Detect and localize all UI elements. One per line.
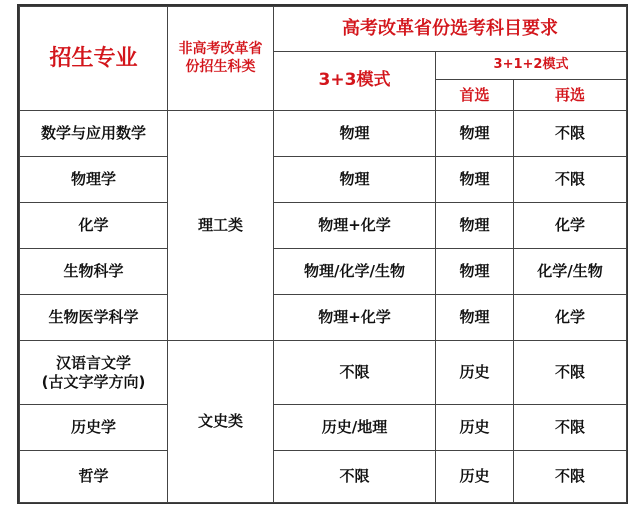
first-choice-subject: 物理 xyxy=(436,249,514,295)
model-3-3-requirement: 历史/地理 xyxy=(274,405,436,451)
table-row xyxy=(20,249,627,295)
header-non-reform-line1: 非高考改革省 xyxy=(178,41,263,57)
model-3-3-requirement: 物理+化学 xyxy=(274,295,436,341)
first-choice-subject: 历史 xyxy=(436,451,514,503)
header-first-choice: 首选 xyxy=(436,80,514,111)
major-name-line2: (古文字学方向) xyxy=(41,372,146,391)
major-name: 历史学 xyxy=(20,405,168,451)
header-major: 招生专业 xyxy=(20,7,168,111)
major-name: 数学与应用数学 xyxy=(20,111,168,157)
table-row xyxy=(20,341,627,405)
table-row xyxy=(20,295,627,341)
first-choice-subject: 物理 xyxy=(436,295,514,341)
first-choice-subject: 物理 xyxy=(436,203,514,249)
major-name xyxy=(20,341,168,405)
header-second-choice: 再选 xyxy=(514,80,627,111)
first-choice-subject: 物理 xyxy=(436,157,514,203)
major-name: 哲学 xyxy=(20,451,168,503)
header-non-reform-line2: 份招生科类 xyxy=(185,58,256,75)
model-3-3-requirement: 不限 xyxy=(274,341,436,405)
table-row xyxy=(20,451,627,503)
first-choice-subject: 历史 xyxy=(436,405,514,451)
header-model-3-3: 3+3模式 xyxy=(274,52,436,111)
header-model-3-1-2: 3+1+2模式 xyxy=(436,52,627,80)
second-choice-subject: 化学/生物 xyxy=(514,249,627,295)
category-science-engineering: 理工类 xyxy=(168,111,274,341)
first-choice-subject: 物理 xyxy=(436,111,514,157)
model-3-3-requirement: 物理+化学 xyxy=(274,203,436,249)
major-name: 物理学 xyxy=(20,157,168,203)
table-row xyxy=(20,111,627,157)
model-3-3-requirement: 物理 xyxy=(274,111,436,157)
second-choice-subject: 不限 xyxy=(514,111,627,157)
first-choice-subject: 历史 xyxy=(436,341,514,405)
second-choice-subject: 不限 xyxy=(514,405,627,451)
header-reform-title: 高考改革省份选考科目要求 xyxy=(274,7,627,52)
major-name: 生物科学 xyxy=(20,249,168,295)
table-row xyxy=(20,157,627,203)
subject-requirements-table-frame xyxy=(17,4,628,504)
second-choice-subject: 化学 xyxy=(514,295,627,341)
category-liberal-arts: 文史类 xyxy=(168,341,274,503)
second-choice-subject: 不限 xyxy=(514,341,627,405)
model-3-3-requirement: 不限 xyxy=(274,451,436,503)
subject-requirements-table xyxy=(19,6,627,503)
major-name: 生物医学科学 xyxy=(20,295,168,341)
second-choice-subject: 化学 xyxy=(514,203,627,249)
model-3-3-requirement: 物理 xyxy=(274,157,436,203)
major-name: 化学 xyxy=(20,203,168,249)
major-name-line1: 汉语言文学 xyxy=(55,353,131,372)
model-3-3-requirement: 物理/化学/生物 xyxy=(274,249,436,295)
header-non-reform-category xyxy=(168,7,274,111)
table-row xyxy=(20,405,627,451)
second-choice-subject: 不限 xyxy=(514,451,627,503)
second-choice-subject: 不限 xyxy=(514,157,627,203)
table-row xyxy=(20,203,627,249)
